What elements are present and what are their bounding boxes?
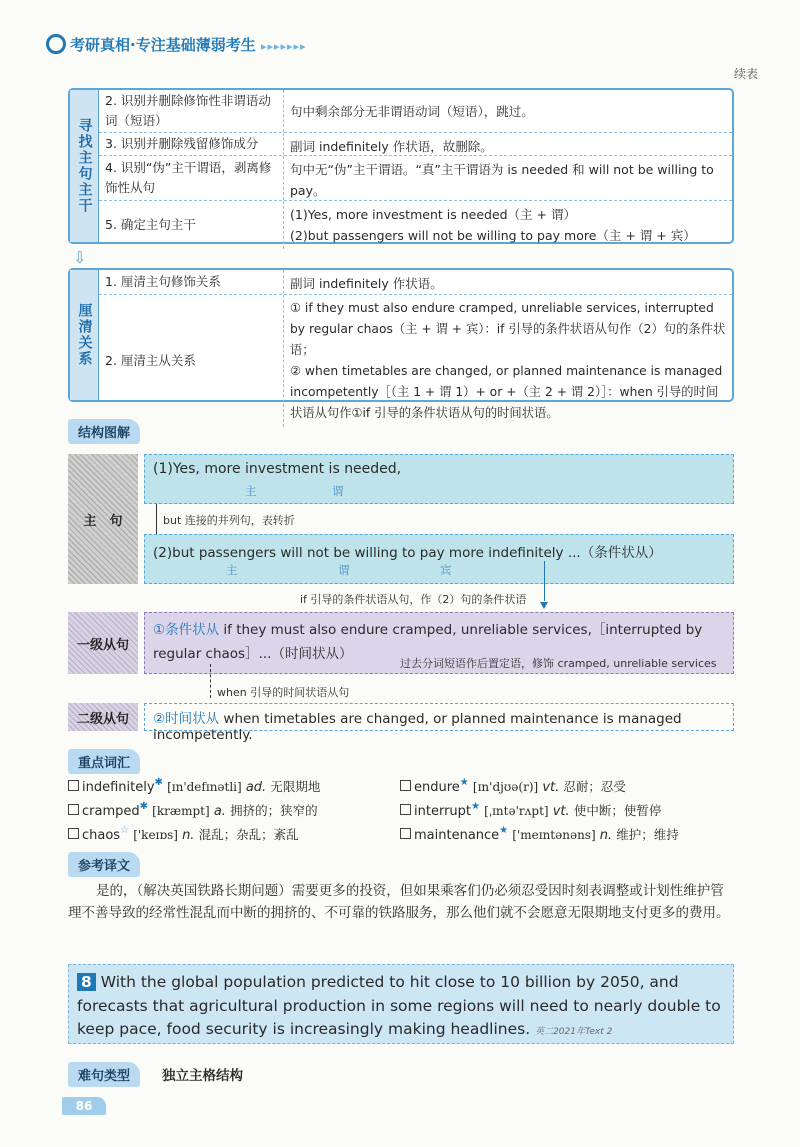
translation-text: 是的，（解决英国铁路长期问题）需要更多的投资，但如果乘客们仍必须忍受因时刻表调整或计划性维护管理不善导致的经常性混乱而中断的拥挤的、不可靠的铁路服务，那么他们就不会愿意无限期地支付更多的费用。 [68, 883, 730, 921]
continued-label: 续表 [733, 67, 758, 81]
source-note: 英二2021年Text 2 [535, 1027, 613, 1037]
object-label: 宾 [440, 563, 452, 577]
vocab-item: indefinitely✱ [ɪn'defɪnətli] ad. 无限期地 [68, 777, 320, 795]
checkbox-icon [68, 780, 79, 791]
level2-lane [144, 703, 734, 743]
time-tag: ②时间状从 [153, 711, 220, 727]
label-level1: 一级从句 [68, 612, 138, 674]
example-sentence-8 [68, 964, 734, 1044]
if-connector-line [544, 561, 545, 601]
checkbox-icon [68, 804, 79, 815]
participle-note: 过去分词短语作后置定语，修饰 cramped, unreliable services [400, 657, 717, 670]
checkbox-icon [400, 804, 411, 815]
predicate-label: 谓 [332, 484, 344, 498]
predicate-label: 谓 [338, 563, 350, 577]
checkbox-icon [400, 780, 411, 791]
search-logo-icon [46, 34, 66, 54]
vocab-item: maintenance★ ['meɪntənəns] n. 维护；维持 [400, 825, 679, 843]
star-icon: ★ [499, 825, 509, 836]
side-label: 厘清关系 [70, 270, 99, 400]
table-row: 4. 识别“伪”主干谓语，剥离修饰性从句 句中无“伪”主干谓语。“真”主干谓语为 is needed 和 will not be willing to pay。 [99, 155, 732, 200]
table-row: 2. 识别并删除修饰性非谓语动词（短语） 句中剩余部分无非谓语动词（短语），跳过。 [99, 90, 732, 132]
level2-text: when timetables are changed, or planned maintenance is managed incompetently. [153, 711, 682, 743]
main-clause-1: (1)Yes, more investment is needed（主 + 谓） [290, 207, 576, 222]
conditional-tag: ①条件状从 [153, 622, 220, 638]
difficulty-tag: 难句类型 [68, 1062, 140, 1087]
difficulty-type: 独立主格结构 [162, 1068, 243, 1084]
section-tag-structure: 结构图解 [68, 419, 140, 444]
subject-label: 主 [226, 563, 238, 577]
vocab-item: interrupt★ [ˌɪntə'rʌpt] vt. 使中断；使暂停 [400, 801, 661, 819]
side-label: 寻找主句主干 [70, 90, 99, 242]
connector-note: but 连接的并列句，表转折 [163, 514, 295, 527]
table-row: 3. 识别并删除残留修饰成分 副词 indefinitely 作状语，故删除。 [99, 132, 732, 155]
example-text: With the global population predicted to hit close to 10 billion by 2050, and forecasts that agricultural production in some regions will need to nearly double to keep pace, food security is increasingly making headlines. [77, 973, 721, 1038]
main-clause-2: (2)but passengers will not be willing to pay more（主 + 谓 + 宾） [290, 228, 696, 243]
clause-1-text: (1)Yes, more investment is needed, [153, 461, 402, 477]
example-number: 8 [77, 973, 96, 991]
label-level2: 二级从句 [68, 703, 138, 731]
subject-label: 主 [245, 484, 257, 498]
label-main-clause: 主 句 [68, 454, 138, 584]
down-arrow-icon: ⇩ [73, 248, 87, 267]
table-row: 2. 厘清主从关系 ① if they must also endure cramped, unreliable services, interrupted by regular chaos（主 + 谓 + 宾）：if 引导的条件状语从句作（2）句的条件状语； ② when timetables are changed, or planned maintenance is managed incompetently［（主 1 + 谓 1）+ or +（主 2 + 谓 2）］：when 引导的时间状语从句作①if 引导的条件状语从句的时间状语。 [99, 294, 732, 427]
if-note: if 引导的条件状语从句，作（2）句的条件状语 [300, 593, 527, 606]
checkbox-icon [68, 828, 79, 839]
arrow-down-icon [540, 602, 548, 609]
table-find-main-clause [68, 88, 734, 244]
section-tag-vocab: 重点词汇 [68, 749, 140, 774]
checkbox-icon [400, 828, 411, 839]
star-icon: ✱ [139, 801, 149, 812]
star-icon: ✱ [154, 777, 163, 788]
page-number: 86 [62, 1097, 106, 1115]
clause-if-analysis: ① if they must also endure cramped, unreliable services, interrupted by regular chaos（主 + 谓 + 宾）：if 引导的条件状语从句作（2）句的条件状语； [290, 301, 726, 357]
brand-header [46, 34, 307, 55]
main-clause-1-lane [144, 454, 734, 504]
arrows-decoration: ▸▸▸▸▸▸▸ [260, 40, 307, 53]
brand-title: 考研真相·专注基础薄弱考生 [70, 36, 256, 54]
table-clarify-relations [68, 268, 734, 420]
table-row: 5. 确定主句主干 (1)Yes, more investment is needed（主 + 谓） (2)but passengers will not be willing to pay more（主 + 谓 + 宾） [99, 200, 732, 249]
star-icon: ★ [471, 801, 480, 812]
when-note: when 引导的时间状语从句 [217, 686, 350, 699]
table-row: 1. 厘清主句修饰关系 副词 indefinitely 作状语。 [99, 270, 732, 294]
section-tag-translation: 参考译文 [68, 852, 140, 877]
connector-line [156, 504, 157, 534]
clause-2-text: (2)but passengers will not be willing to pay more indefinitely ...（条件状从） [153, 545, 662, 561]
vocab-item: cramped✱ [kræmpt] a. 拥挤的；狭窄的 [68, 801, 318, 819]
clause-when-analysis: ② when timetables are changed, or planned maintenance is managed incompetently［（主 1 + 谓 1）+ or +（主 2 + 谓 2）］：when 引导的时间状语从句作①if 引导的条件状语从句的时间状语。 [290, 364, 723, 420]
vocab-item: endure★ [ɪn'djʊə(r)] vt. 忍耐；忍受 [400, 777, 626, 795]
star-icon: ★ [459, 777, 469, 788]
level1-text: if they must also endure cramped, unreliable services,［interrupted by regular chaos］...（时间状从） [153, 622, 703, 662]
vocab-item: chaos☆ ['keɪɒs] n. 混乱；杂乱；紊乱 [68, 825, 299, 843]
when-connector-line [210, 664, 211, 698]
star-icon: ☆ [120, 825, 130, 836]
